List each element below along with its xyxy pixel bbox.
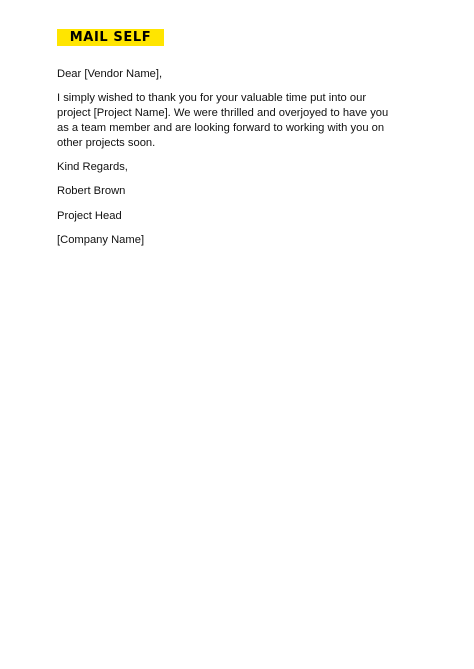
sender-title: Project Head bbox=[57, 209, 122, 222]
letter-body bbox=[57, 67, 402, 257]
logo-text: MAIL SELF bbox=[69, 30, 152, 45]
message-paragraph: I simply wished to thank you for your valuable time put into our project [Project Name]. We were thrilled and overjoyed to have you as a team member and are looking forward to working with you on other projects soon. bbox=[57, 92, 389, 149]
closing: Kind Regards, bbox=[57, 160, 128, 173]
company-name: [Company Name] bbox=[57, 233, 145, 246]
sender-name: Robert Brown bbox=[57, 185, 126, 198]
brand-logo bbox=[57, 29, 164, 46]
greeting: Dear [Vendor Name], bbox=[57, 68, 163, 80]
